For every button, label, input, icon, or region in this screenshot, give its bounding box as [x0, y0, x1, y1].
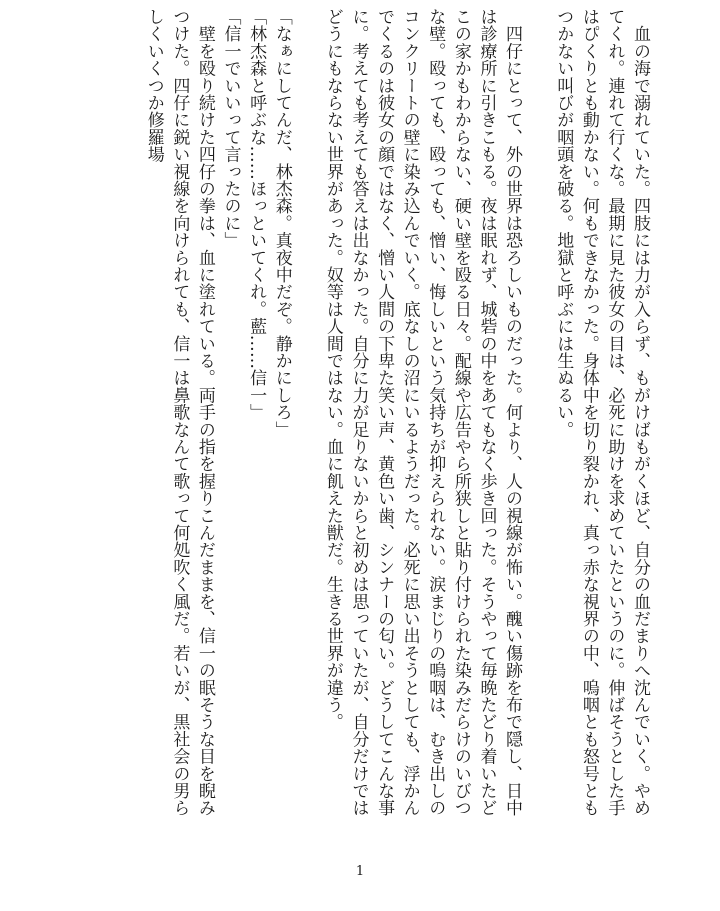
paragraph-spacer	[294, 8, 320, 830]
dialogue-line: 「なぁにしてんだ、林杰森。真夜中だぞ。静かにしろ」	[271, 8, 292, 438]
paragraph-bloody-fists: 壁を殴り続けた四仔の拳は、血に塗れている。両手の指を握りこんだままを、信一の眠そうな目を睨みつけた。四仔に鋭い視線を向けられても、信一は鼻歌なんて歌って何処吹く風だ。若いが、黒社会の男らしくいくつか修羅場	[143, 8, 215, 817]
dialogue-line: 「信一でいいって言ったのに」	[220, 8, 241, 249]
dialogue-line: 「林杰森と呼ぶな……ほっといてくれ。藍……信一」	[246, 8, 267, 421]
paragraph-spacer	[524, 8, 550, 830]
paragraph-outside-world: 四仔にとって、外の世界は恐ろしいものだった。何より、人の視線が怖い。醜い傷跡を布で隠し、日中は診療所に引きこもる。夜は眠れず、城砦の中をあてもなく歩き回った。そうやって毎晩たどり着いたどこの家かもわからない、硬い壁を殴る日々。配線や広告やら所狭しと貼り付けられた染みだらけのいびつな壁。殴っても、殴っても、憎い、悔しいという気持ちが抑えられない。涙まじりの嗚咽は、むき出しのコンクリートの壁に染み込んでいく。底なしの沼にいるようだった。必死に思い出そうとしても、浮かんでくるのは彼女の顔ではなく、憎い人間の下卑た笑い声、黄色い歯、シンナーの匂い。どうしてこんな事に。考えても考えても答えは出なかった。自分に力が足りないからと初めは思っていたが、自分だけではどうにもならない世界があった。奴等は人間ではない。血に飢えた獣だ。生きる世界が違う。	[322, 8, 523, 817]
page-number: 1	[355, 864, 365, 879]
paragraph-opening: 血の海で溺れていた。四肢には力が入らず、もがけばもがくほど、自分の血だまりへ沈んでいく。やめてくれ。連れて行くな。最期に見た彼女の目は、必死に助けを求めていたというのに。伸ばそうとした手はぴくりとも動かない。何もできなかった。身体中を切り裂かれ、真っ赤な視界の中、嗚咽とも怒号ともつかない叫びが咽頭を破る。地獄と呼ぶには生ぬるい。	[553, 8, 650, 817]
vertical-text-body	[52, 0, 652, 830]
